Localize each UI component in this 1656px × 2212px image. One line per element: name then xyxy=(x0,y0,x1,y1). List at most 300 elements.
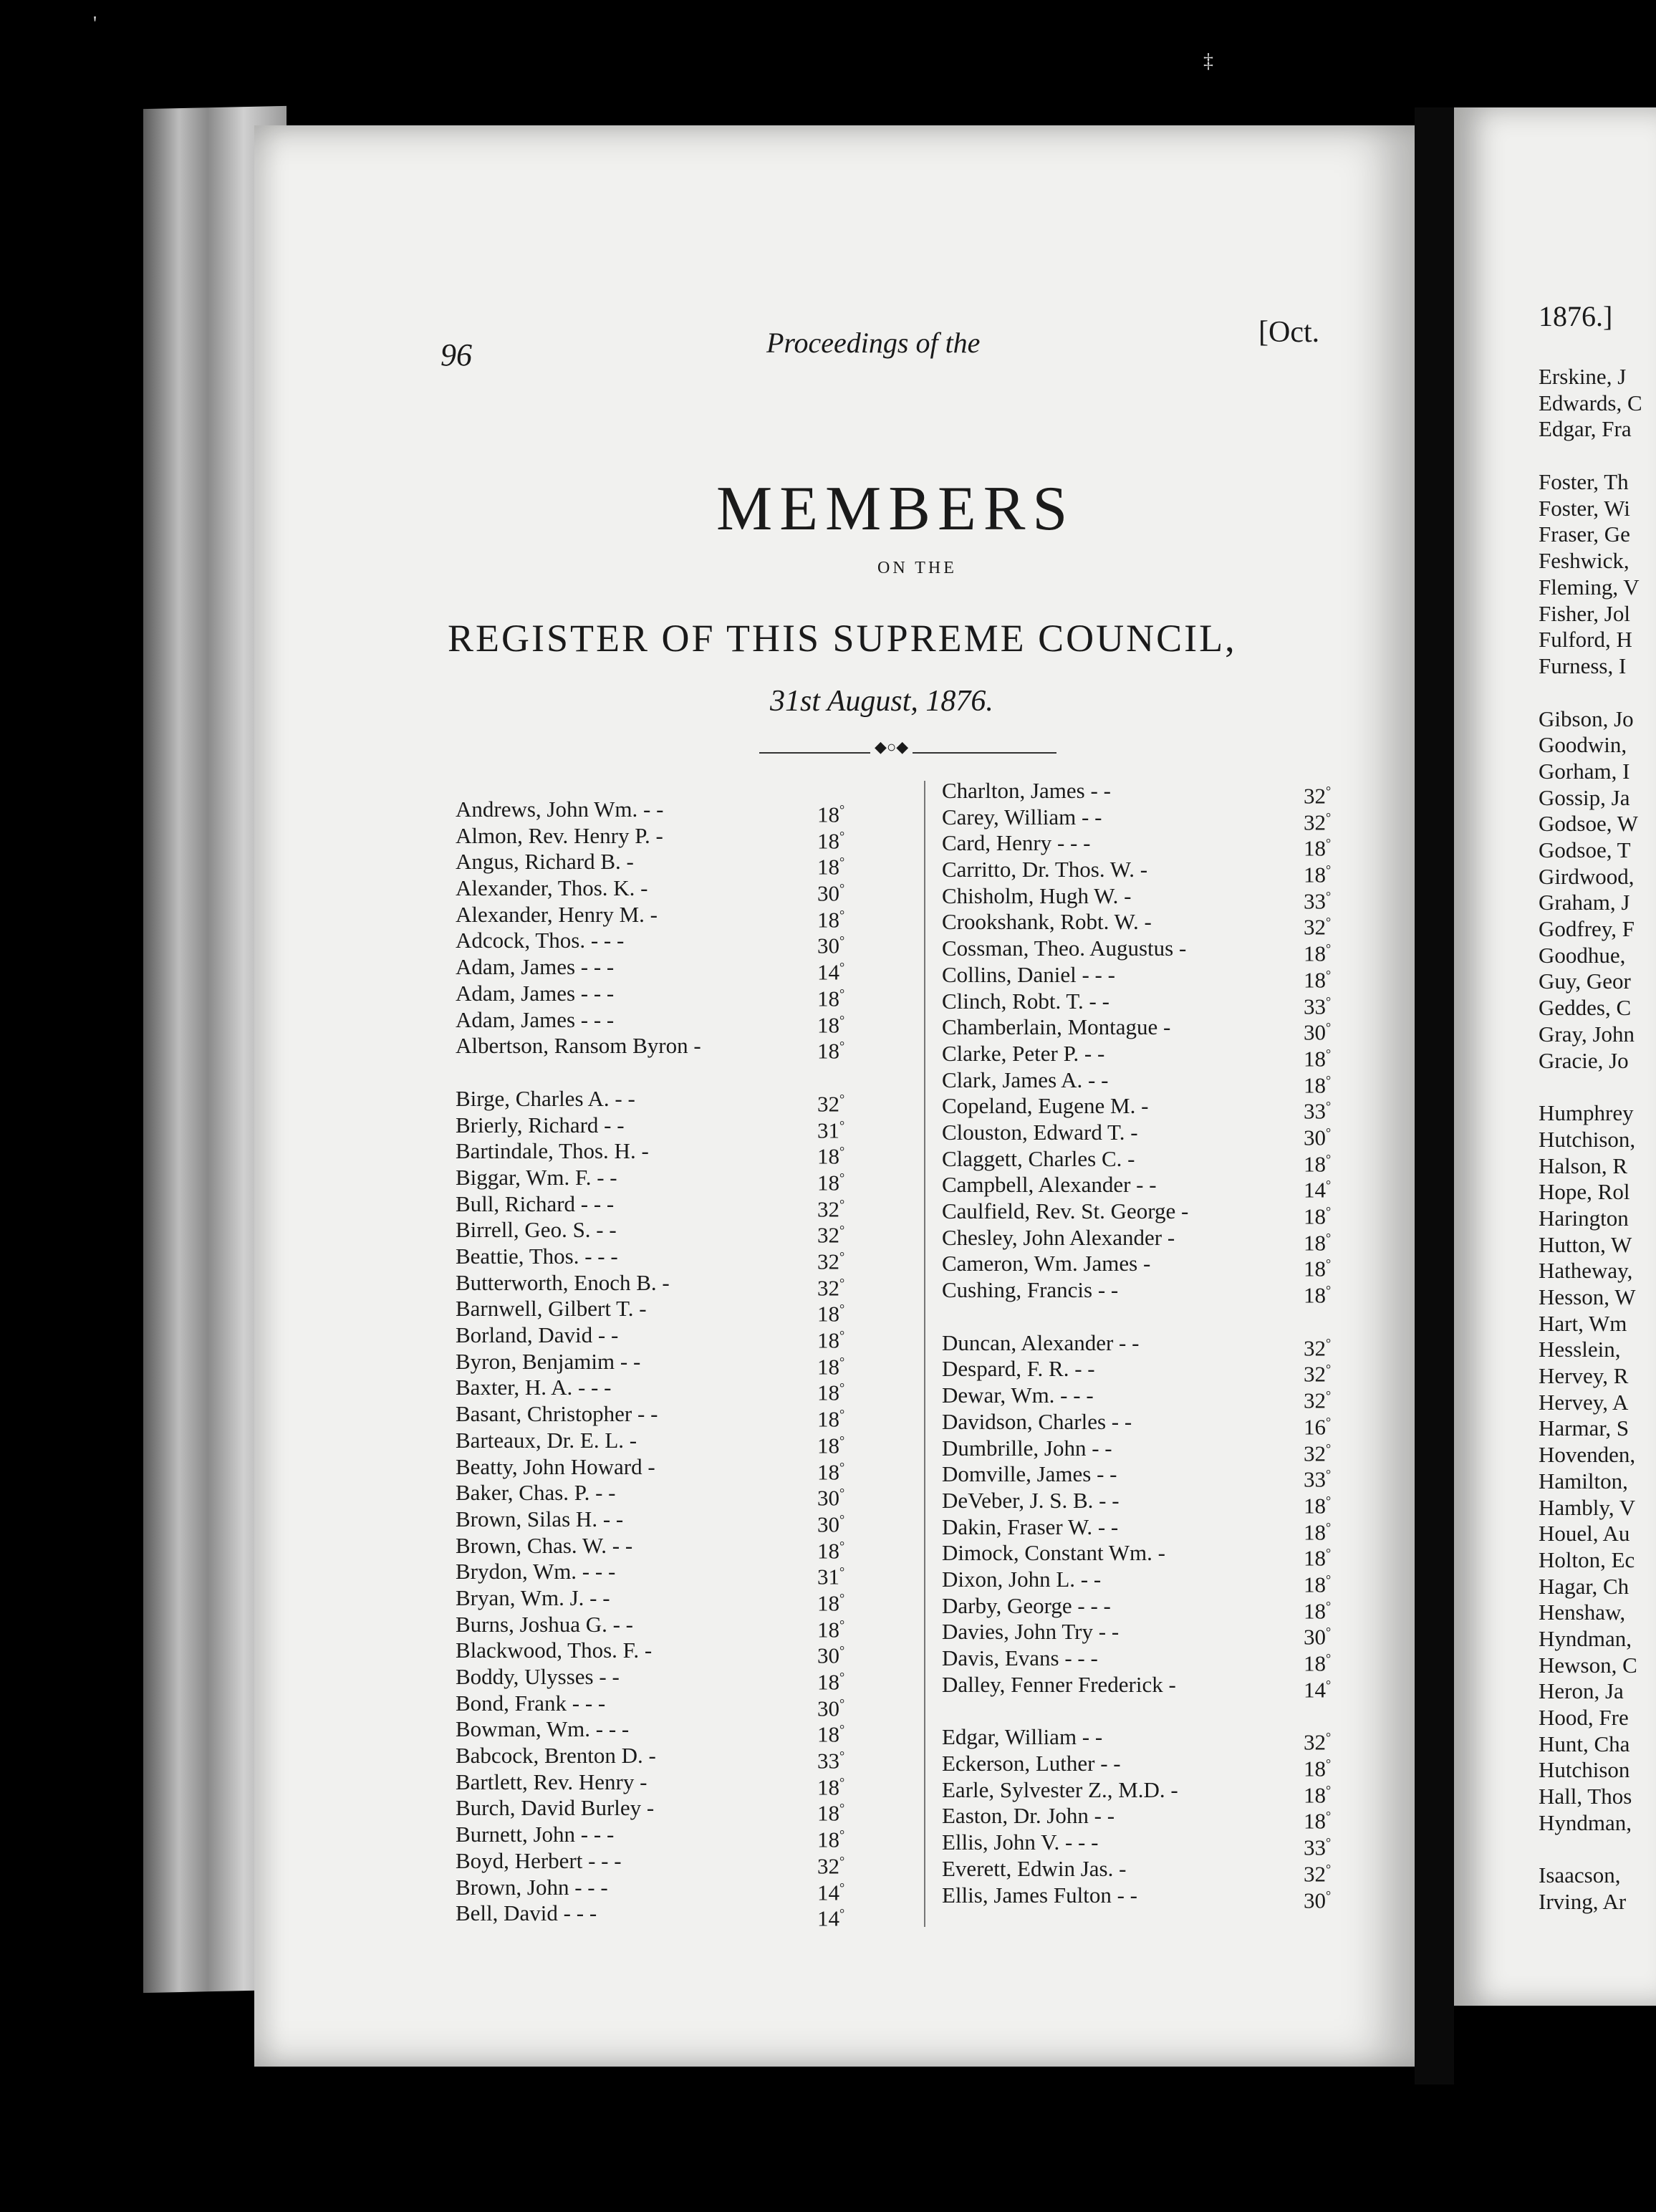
degree-symbol: ° xyxy=(1326,1467,1332,1482)
member-name: Hatheway, xyxy=(1539,1258,1633,1284)
degree-symbol: ° xyxy=(1326,1888,1332,1903)
member-name: Davis, Evans - - - xyxy=(942,1645,1098,1670)
section-gap xyxy=(1539,680,1656,706)
member-degree: 18° xyxy=(817,1143,845,1169)
degree-symbol: ° xyxy=(839,986,845,1001)
member-name: Chisholm, Hugh W. - xyxy=(942,883,1132,908)
member-name: Bowman, Wm. - - - xyxy=(456,1716,630,1742)
member-degree: 18° xyxy=(1304,1150,1332,1176)
degree-symbol: ° xyxy=(839,1249,845,1264)
member-name: Hesson, W xyxy=(1539,1284,1636,1309)
member-degree: 30° xyxy=(1304,1019,1332,1045)
degree-symbol: ° xyxy=(839,1696,845,1711)
member-degree: 32° xyxy=(1304,783,1332,809)
member-name: Beattie, Thos. - - - xyxy=(456,1244,618,1269)
degree-symbol: ° xyxy=(839,1012,845,1027)
degree-symbol: ° xyxy=(839,933,845,948)
member-name: Alexander, Thos. K. - xyxy=(456,875,648,901)
member-entry xyxy=(1539,1415,1656,1442)
member-name: Adam, James - - - xyxy=(456,980,615,1006)
member-entry xyxy=(942,883,1393,914)
member-name: Hyndman, xyxy=(1539,1625,1632,1651)
member-name: Clarke, Peter P. - - xyxy=(942,1040,1105,1066)
member-degree: 18° xyxy=(817,1774,845,1800)
member-name: Gorham, I xyxy=(1539,758,1630,784)
member-degree: 32° xyxy=(817,1091,845,1117)
member-entry xyxy=(1539,1284,1656,1311)
members-column-3 xyxy=(1539,364,1656,1915)
member-entry xyxy=(942,1803,1393,1834)
member-degree: 32° xyxy=(817,1196,845,1221)
member-entry xyxy=(1539,811,1656,837)
member-entry xyxy=(456,1664,900,1695)
member-entry xyxy=(1539,601,1656,627)
member-entry xyxy=(942,1724,1393,1755)
film-speck: ' xyxy=(93,13,97,35)
member-entry xyxy=(456,1743,900,1774)
degree-symbol: ° xyxy=(839,1617,845,1632)
degree-symbol: ° xyxy=(839,1564,845,1579)
member-entry xyxy=(942,1382,1393,1413)
member-name: Earle, Sylvester Z., M.D. - xyxy=(942,1776,1178,1802)
member-entry xyxy=(942,1514,1393,1544)
member-degree: 18° xyxy=(817,1458,845,1484)
member-name: Boyd, Herbert - - - xyxy=(456,1847,622,1873)
member-degree: 30° xyxy=(817,880,845,906)
degree-symbol: ° xyxy=(1326,1388,1332,1403)
member-name: Hovenden, xyxy=(1539,1442,1636,1468)
member-entry xyxy=(942,1566,1393,1597)
member-entry xyxy=(456,1138,900,1169)
member-name: Caulfield, Rev. St. George - xyxy=(942,1198,1189,1223)
degree-symbol: ° xyxy=(1326,1756,1332,1771)
member-entry xyxy=(1539,1600,1656,1626)
member-degree: 33° xyxy=(1304,1466,1332,1492)
member-name: Hervey, A xyxy=(1539,1389,1629,1415)
member-degree: 14° xyxy=(817,1905,845,1931)
member-degree: 18° xyxy=(817,1170,845,1196)
member-entry xyxy=(456,1716,900,1747)
member-name: Charlton, James - - xyxy=(942,778,1111,803)
member-entry xyxy=(1539,864,1656,890)
member-degree: 32° xyxy=(817,1249,845,1274)
column-divider xyxy=(924,781,925,1927)
member-name: Angus, Richard B. - xyxy=(456,849,634,875)
member-name: Goodhue, xyxy=(1539,942,1626,968)
member-name: Humphrey xyxy=(1539,1100,1634,1126)
member-degree: 18° xyxy=(817,1537,845,1563)
member-name: Dimock, Constant Wm. - xyxy=(942,1540,1165,1566)
degree-symbol: ° xyxy=(839,907,845,922)
member-entry xyxy=(456,1269,900,1301)
member-entry xyxy=(456,797,900,827)
member-degree: 18° xyxy=(817,1011,845,1037)
member-entry xyxy=(456,901,900,933)
member-entry xyxy=(1539,521,1656,548)
degree-symbol: ° xyxy=(839,1827,845,1842)
member-entry xyxy=(1539,1258,1656,1284)
member-entry xyxy=(1539,1311,1656,1337)
member-entry xyxy=(942,1540,1393,1571)
member-entry xyxy=(456,1244,900,1274)
member-name: Harington xyxy=(1539,1205,1629,1231)
member-degree: 32° xyxy=(817,1275,845,1301)
degree-symbol: ° xyxy=(1326,1861,1332,1876)
member-entry xyxy=(1539,574,1656,601)
member-name: Baker, Chas. P. - - xyxy=(456,1480,616,1506)
member-name: Baxter, H. A. - - - xyxy=(456,1375,612,1400)
member-degree: 32° xyxy=(1304,1361,1332,1387)
member-entry xyxy=(1539,1390,1656,1416)
member-entry xyxy=(456,980,900,1011)
member-name: Houel, Au xyxy=(1539,1521,1630,1547)
member-degree: 18° xyxy=(1304,1256,1332,1281)
degree-symbol: ° xyxy=(1326,1572,1332,1587)
member-name: Eckerson, Luther - - xyxy=(942,1751,1121,1776)
member-name: Claggett, Charles C. - xyxy=(942,1145,1135,1171)
member-degree: 30° xyxy=(817,1643,845,1668)
member-degree: 18° xyxy=(1304,1545,1332,1571)
member-entry xyxy=(942,1172,1393,1203)
degree-symbol: ° xyxy=(839,1196,845,1211)
member-degree: 14° xyxy=(1304,1177,1332,1203)
member-entry xyxy=(942,1014,1393,1045)
member-name: Gray, John xyxy=(1539,1021,1635,1047)
page-title: MEMBERS xyxy=(716,474,1075,544)
member-entry xyxy=(456,1191,900,1221)
member-degree: 32° xyxy=(1304,1440,1332,1466)
member-entry xyxy=(456,1769,900,1800)
member-entry xyxy=(942,1619,1393,1650)
degree-symbol: ° xyxy=(1326,1099,1332,1114)
degree-symbol: ° xyxy=(1326,1204,1332,1218)
degree-symbol: ° xyxy=(839,1749,845,1764)
member-degree: 30° xyxy=(817,1511,845,1537)
member-entry xyxy=(1539,1442,1656,1468)
degree-symbol: ° xyxy=(1326,1414,1332,1429)
member-name: Burns, Joshua G. - - xyxy=(456,1611,633,1637)
book-gutter xyxy=(1415,107,1454,2084)
degree-symbol: ° xyxy=(839,1511,845,1526)
member-entry xyxy=(942,1067,1393,1097)
member-entry xyxy=(942,988,1393,1019)
degree-symbol: ° xyxy=(839,1302,845,1317)
member-name: Halson, R xyxy=(1539,1153,1627,1178)
degree-symbol: ° xyxy=(1326,1230,1332,1245)
member-degree: 32° xyxy=(817,1222,845,1248)
degree-symbol: ° xyxy=(839,1853,845,1868)
member-name: Gossip, Ja xyxy=(1539,784,1630,810)
member-name: Bell, David - - - xyxy=(456,1900,597,1926)
member-name: Godfrey, F xyxy=(1539,916,1635,942)
member-entry xyxy=(942,1119,1393,1150)
degree-symbol: ° xyxy=(839,1407,845,1422)
member-name: Despard, F. R. - - xyxy=(942,1356,1095,1382)
member-name: Barteaux, Dr. E. L. - xyxy=(456,1427,637,1453)
degree-symbol: ° xyxy=(839,1670,845,1684)
member-entry xyxy=(1539,1153,1656,1180)
member-entry xyxy=(456,875,900,906)
degree-symbol: ° xyxy=(839,828,845,843)
member-name: Graham, J xyxy=(1539,890,1630,915)
member-entry xyxy=(1539,995,1656,1021)
member-entry xyxy=(1539,943,1656,969)
member-degree: 18° xyxy=(1304,1572,1332,1597)
member-name: Gracie, Jo xyxy=(1539,1047,1629,1073)
member-entry xyxy=(1539,1731,1656,1758)
member-name: Collins, Daniel - - - xyxy=(942,961,1115,987)
member-name: Chesley, John Alexander - xyxy=(942,1224,1175,1250)
member-name: Beatty, John Howard - xyxy=(456,1453,655,1479)
member-degree: 18° xyxy=(1304,1808,1332,1834)
member-degree: 18° xyxy=(1304,1782,1332,1808)
member-degree: 18° xyxy=(1304,835,1332,861)
member-entry xyxy=(942,1776,1393,1808)
member-name: Brown, Chas. W. - - xyxy=(456,1532,633,1558)
member-entry xyxy=(1539,1100,1656,1127)
member-degree: 30° xyxy=(1304,1887,1332,1913)
degree-symbol: ° xyxy=(1326,1072,1332,1087)
member-entry xyxy=(1539,1705,1656,1731)
title-register: REGISTER OF THIS SUPREME COUNCIL, xyxy=(448,617,1237,660)
member-entry xyxy=(1539,1889,1656,1915)
degree-symbol: ° xyxy=(839,1170,845,1185)
member-entry xyxy=(942,1592,1393,1623)
degree-symbol: ° xyxy=(1326,967,1332,982)
member-entry xyxy=(942,1224,1393,1256)
member-degree: 18° xyxy=(1304,1756,1332,1781)
member-name: Harmar, S xyxy=(1539,1415,1629,1441)
member-name: Hagar, Ch xyxy=(1539,1573,1629,1599)
member-entry xyxy=(1539,1521,1656,1547)
member-entry xyxy=(456,1822,900,1852)
member-entry xyxy=(456,1375,900,1405)
degree-symbol: ° xyxy=(1326,1677,1332,1692)
member-name: Crookshank, Robt. W. - xyxy=(942,909,1152,935)
member-entry xyxy=(456,1348,900,1380)
member-degree: 32° xyxy=(1304,1388,1332,1413)
member-name: Brown, John - - - xyxy=(456,1874,608,1900)
member-entry xyxy=(1539,706,1656,733)
member-name: Bartlett, Rev. Henry - xyxy=(456,1769,648,1794)
member-name: Foster, Th xyxy=(1539,469,1629,495)
member-name: Edgar, Fra xyxy=(1539,416,1632,442)
member-entry xyxy=(942,1487,1393,1519)
degree-symbol: ° xyxy=(1326,1362,1332,1377)
member-entry xyxy=(456,1296,900,1327)
member-name: Hood, Fre xyxy=(1539,1705,1629,1730)
member-name: Babcock, Brenton D. - xyxy=(456,1743,656,1769)
member-degree: 14° xyxy=(817,959,845,985)
degree-symbol: ° xyxy=(1326,1519,1332,1534)
member-entry xyxy=(1539,1206,1656,1232)
member-name: Byron, Benjamim - - xyxy=(456,1348,641,1374)
member-entry xyxy=(942,1751,1393,1781)
member-degree: 18° xyxy=(817,1038,845,1064)
degree-symbol: ° xyxy=(839,1774,845,1789)
member-name: Barnwell, Gilbert T. - xyxy=(456,1296,647,1322)
degree-symbol: ° xyxy=(839,802,845,817)
degree-symbol: ° xyxy=(1326,1125,1332,1140)
member-entry xyxy=(456,1847,900,1879)
degree-symbol: ° xyxy=(1326,1441,1332,1456)
degree-symbol: ° xyxy=(1326,1493,1332,1508)
member-name: Campbell, Alexander - - xyxy=(942,1172,1157,1198)
member-name: Isaacson, xyxy=(1539,1862,1621,1888)
degree-symbol: ° xyxy=(1326,1178,1332,1193)
degree-symbol: ° xyxy=(1326,1730,1332,1745)
member-degree: 18° xyxy=(817,1616,845,1642)
degree-symbol: ° xyxy=(839,1486,845,1501)
member-name: Goodwin, xyxy=(1539,732,1627,758)
member-degree: 30° xyxy=(817,1485,845,1511)
member-entry xyxy=(456,1006,900,1037)
member-entry xyxy=(1539,390,1656,417)
members-column-2 xyxy=(942,778,1393,1913)
member-name: DeVeber, J. S. B. - - xyxy=(942,1487,1120,1513)
member-degree: 18° xyxy=(817,1301,845,1327)
member-name: Hyndman, xyxy=(1539,1809,1632,1835)
degree-symbol: ° xyxy=(839,1880,845,1895)
member-entry xyxy=(456,1690,900,1721)
member-entry xyxy=(1539,496,1656,522)
member-name: Easton, Dr. John - - xyxy=(942,1803,1115,1829)
member-degree: 30° xyxy=(1304,1624,1332,1650)
member-name: Holton, Ec xyxy=(1539,1547,1635,1572)
member-degree: 18° xyxy=(1304,1282,1332,1308)
member-entry xyxy=(1539,1127,1656,1153)
member-degree: 18° xyxy=(817,907,845,933)
member-entry xyxy=(942,1829,1393,1860)
member-name: Domville, James - - xyxy=(942,1461,1117,1487)
member-name: Carey, William - - xyxy=(942,804,1102,830)
member-degree: 33° xyxy=(1304,888,1332,914)
member-degree: 33° xyxy=(1304,1834,1332,1860)
member-name: Adam, James - - - xyxy=(456,1006,615,1032)
member-name: Dixon, John L. - - xyxy=(942,1566,1102,1592)
member-entry xyxy=(1539,1021,1656,1048)
member-degree: 18° xyxy=(1304,967,1332,993)
member-name: Davidson, Charles - - xyxy=(942,1408,1132,1434)
member-entry xyxy=(456,1480,900,1511)
member-entry xyxy=(1539,1810,1656,1837)
member-name: Burch, David Burley - xyxy=(456,1795,655,1821)
member-name: Hope, Rol xyxy=(1539,1179,1630,1205)
member-degree: 33° xyxy=(1304,993,1332,1019)
member-name: Cossman, Theo. Augustus - xyxy=(942,936,1187,961)
member-entry xyxy=(942,961,1393,993)
member-name: Bull, Richard - - - xyxy=(456,1191,615,1216)
member-entry xyxy=(456,1164,900,1196)
member-name: Chamberlain, Montague - xyxy=(942,1014,1171,1040)
member-entry xyxy=(942,1882,1393,1913)
member-entry xyxy=(1539,1653,1656,1679)
member-name: Edgar, William - - xyxy=(942,1724,1103,1750)
member-name: Clinch, Robt. T. - - xyxy=(942,988,1109,1014)
title-connector: ON THE xyxy=(877,559,957,577)
degree-symbol: ° xyxy=(1326,1546,1332,1561)
degree-symbol: ° xyxy=(1326,1598,1332,1613)
member-name: Butterworth, Enoch B. - xyxy=(456,1269,670,1295)
member-name: Henshaw, xyxy=(1539,1600,1626,1625)
member-degree: 18° xyxy=(1304,1203,1332,1229)
degree-symbol: ° xyxy=(1326,836,1332,851)
member-name: Everett, Edwin Jas. - xyxy=(942,1855,1127,1881)
member-name: Gibson, Jo xyxy=(1539,706,1634,731)
member-degree: 18° xyxy=(1304,1650,1332,1676)
member-entry xyxy=(942,1145,1393,1176)
film-speck: ‡ xyxy=(1203,50,1213,72)
member-name: Card, Henry - - - xyxy=(942,830,1091,856)
member-name: Hutchison, xyxy=(1539,1126,1636,1152)
member-entry xyxy=(456,1638,900,1668)
member-name: Ellis, James Fulton - - xyxy=(942,1882,1137,1908)
member-entry xyxy=(1539,759,1656,785)
degree-symbol: ° xyxy=(839,1223,845,1238)
member-name: Hamilton, xyxy=(1539,1468,1628,1494)
member-entry xyxy=(456,1611,900,1642)
member-entry xyxy=(942,804,1393,835)
member-name: Hart, Wm xyxy=(1539,1310,1627,1336)
member-degree: 18° xyxy=(817,1800,845,1826)
member-name: Hesslein, xyxy=(1539,1337,1621,1362)
member-entry xyxy=(456,822,900,854)
member-name: Godsoe, T xyxy=(1539,837,1631,862)
member-entry xyxy=(942,1198,1393,1229)
member-name: Foster, Wi xyxy=(1539,495,1630,521)
member-name: Heron, Ja xyxy=(1539,1678,1624,1704)
member-name: Dakin, Fraser W. - - xyxy=(942,1514,1119,1539)
member-name: Birrell, Geo. S. - - xyxy=(456,1217,617,1243)
member-degree: 18° xyxy=(817,1827,845,1852)
member-name: Burnett, John - - - xyxy=(456,1822,615,1847)
member-degree: 18° xyxy=(817,828,845,854)
member-entry xyxy=(456,1217,900,1248)
member-name: Geddes, C xyxy=(1539,995,1632,1021)
member-name: Clark, James A. - - xyxy=(942,1067,1109,1092)
member-entry xyxy=(942,857,1393,888)
member-entry xyxy=(456,1322,900,1353)
member-entry xyxy=(942,1093,1393,1124)
member-degree: 32° xyxy=(1304,1335,1332,1361)
member-name: Duncan, Alexander - - xyxy=(942,1329,1140,1355)
member-entry xyxy=(1539,890,1656,916)
degree-symbol: ° xyxy=(1326,1335,1332,1350)
member-degree: 30° xyxy=(1304,1125,1332,1150)
degree-symbol: ° xyxy=(839,960,845,975)
member-entry xyxy=(1539,1862,1656,1889)
member-name: Andrews, John Wm. - - xyxy=(456,797,664,822)
degree-symbol: ° xyxy=(1326,1835,1332,1850)
member-degree: 18° xyxy=(817,854,845,880)
member-name: Ellis, John V. - - - xyxy=(942,1829,1099,1855)
member-name: Irving, Ar xyxy=(1539,1889,1627,1915)
member-entry xyxy=(456,1506,900,1537)
member-degree: 18° xyxy=(817,1669,845,1695)
degree-symbol: ° xyxy=(839,881,845,896)
member-degree: 18° xyxy=(817,1354,845,1380)
member-name: Godsoe, W xyxy=(1539,811,1638,837)
degree-symbol: ° xyxy=(1326,888,1332,903)
member-name: Carritto, Dr. Thos. W. - xyxy=(942,857,1148,883)
member-entry xyxy=(456,1453,900,1484)
member-name: Bond, Frank - - - xyxy=(456,1690,606,1716)
degree-symbol: ° xyxy=(839,1354,845,1369)
degree-symbol: ° xyxy=(839,1328,845,1343)
member-degree: 14° xyxy=(1304,1677,1332,1703)
member-name: Clouston, Edward T. - xyxy=(942,1119,1138,1145)
member-degree: 18° xyxy=(1304,1046,1332,1072)
